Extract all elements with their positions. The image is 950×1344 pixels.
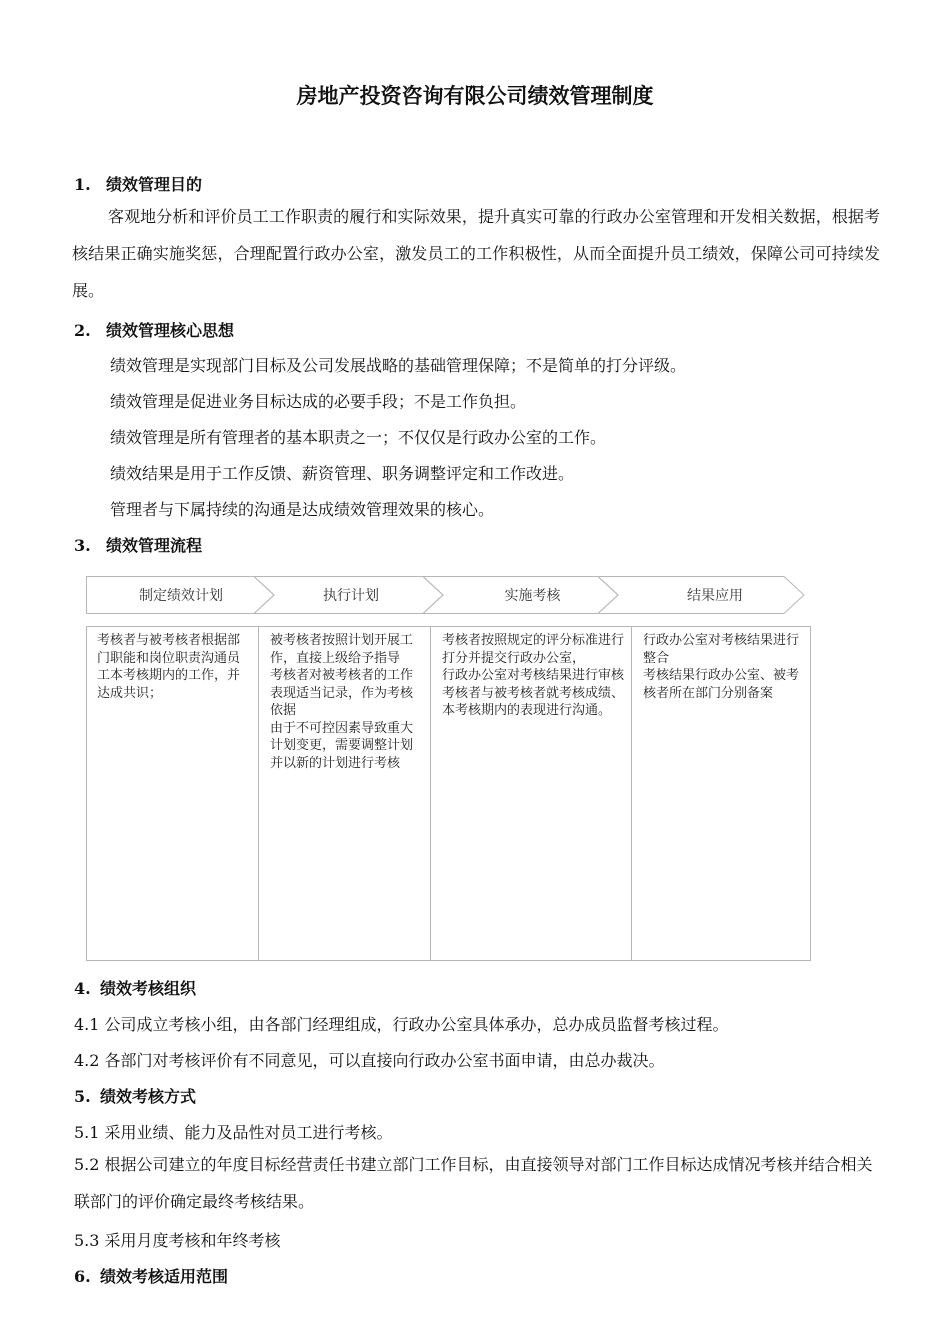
core-idea-line: 绩效管理是促进业务目标达成的必要手段；不是工作负担。 [110,392,527,411]
section-number: 6. [74,1267,91,1286]
clause-paragraph: 5.2 根据公司建立的年度目标经营责任书建立部门工作目标，由直接领导对部门工作目标达成情况考核并结合相关联部门的评价确定最终考核结果。 [74,1155,873,1211]
section-number: 1. [74,175,91,194]
section-title: 绩效考核方式 [100,1087,197,1106]
core-idea-line: 绩效管理是实现部门目标及公司发展战略的基础管理保障；不是简单的打分评级。 [110,356,687,375]
flow-box-text: 考核者与被考核者根据部门职能和岗位职责沟通员工本考核期内的工作，并达成共识； [97,633,241,701]
clause-line: 5.1 采用业绩、能力及品性对员工进行考核。 [74,1123,393,1142]
section-title: 绩效考核组织 [100,979,197,998]
section-2-heading [74,318,234,341]
section-1-paragraph: 客观地分析和评价员工工作职责的履行和实际效果，提升真实可靠的行政办公室管理和开发相关数据，根据考核结果正确实施奖惩，合理配置行政办公室，激发员工的工作积极性，从而全面提升员工绩效，保障公司可持续发展。 [72,207,880,300]
flow-step-label: 执行计划 [323,588,379,604]
section-number: 4. [74,979,91,998]
section-number: 3. [74,536,91,555]
document-title: 房地产投资咨询有限公司绩效管理制度 [296,83,654,108]
clause-line: 4.2 各部门对考核评价有不同意见，可以直接向行政办公室书面申请，由总办裁决。 [74,1051,665,1070]
section-4-heading [74,976,196,999]
section-title: 绩效管理目的 [106,175,203,194]
section-5-heading [74,1084,196,1107]
flow-step-label: 制定绩效计划 [139,588,223,604]
section-title: 绩效考核适用范围 [100,1267,229,1286]
core-idea-line: 绩效管理是所有管理者的基本职责之一；不仅仅是行政办公室的工作。 [110,428,607,447]
section-1-heading [74,172,202,195]
core-idea-line: 绩效结果是用于工作反馈、薪资管理、职务调整评定和工作改进。 [110,464,575,483]
flow-step-label: 结果应用 [687,588,743,604]
clause-line: 5.3 采用月度考核和年终考核 [74,1231,281,1250]
section-number: 5. [74,1087,91,1106]
clause-line: 4.1 公司成立考核小组，由各部门经理组成，行政办公室具体承办，总办成员监督考核过程。 [74,1015,729,1034]
section-title: 绩效管理核心思想 [106,321,235,340]
section-number: 2. [74,321,91,340]
core-idea-line: 管理者与下属持续的沟通是达成绩效管理效果的核心。 [110,500,495,519]
section-title: 绩效管理流程 [106,536,203,555]
flow-box-text: 考核者按照规定的评分标准进行打分并提交行政办公室， 行政办公室对考核结果进行审核 考核者与被考核者就考核成绩、本考核期内的表现进行沟通。 [442,633,625,718]
flow-box-text: 被考核者按照计划开展工作，直接上级给予指导 考核者对被考核者的工作表现适当记录，作为考核依据 由于不可控因素导致重大计划变更，需要调整计划并以新的计划进行考核 [270,633,414,771]
section-3-heading [74,533,202,556]
flow-step-label: 实施考核 [504,588,561,604]
flow-box-text: 行政办公室对考核结果进行整合 考核结果行政办公室、被考核者所在部门分别备案 [643,633,800,701]
section-6-heading [74,1264,228,1287]
